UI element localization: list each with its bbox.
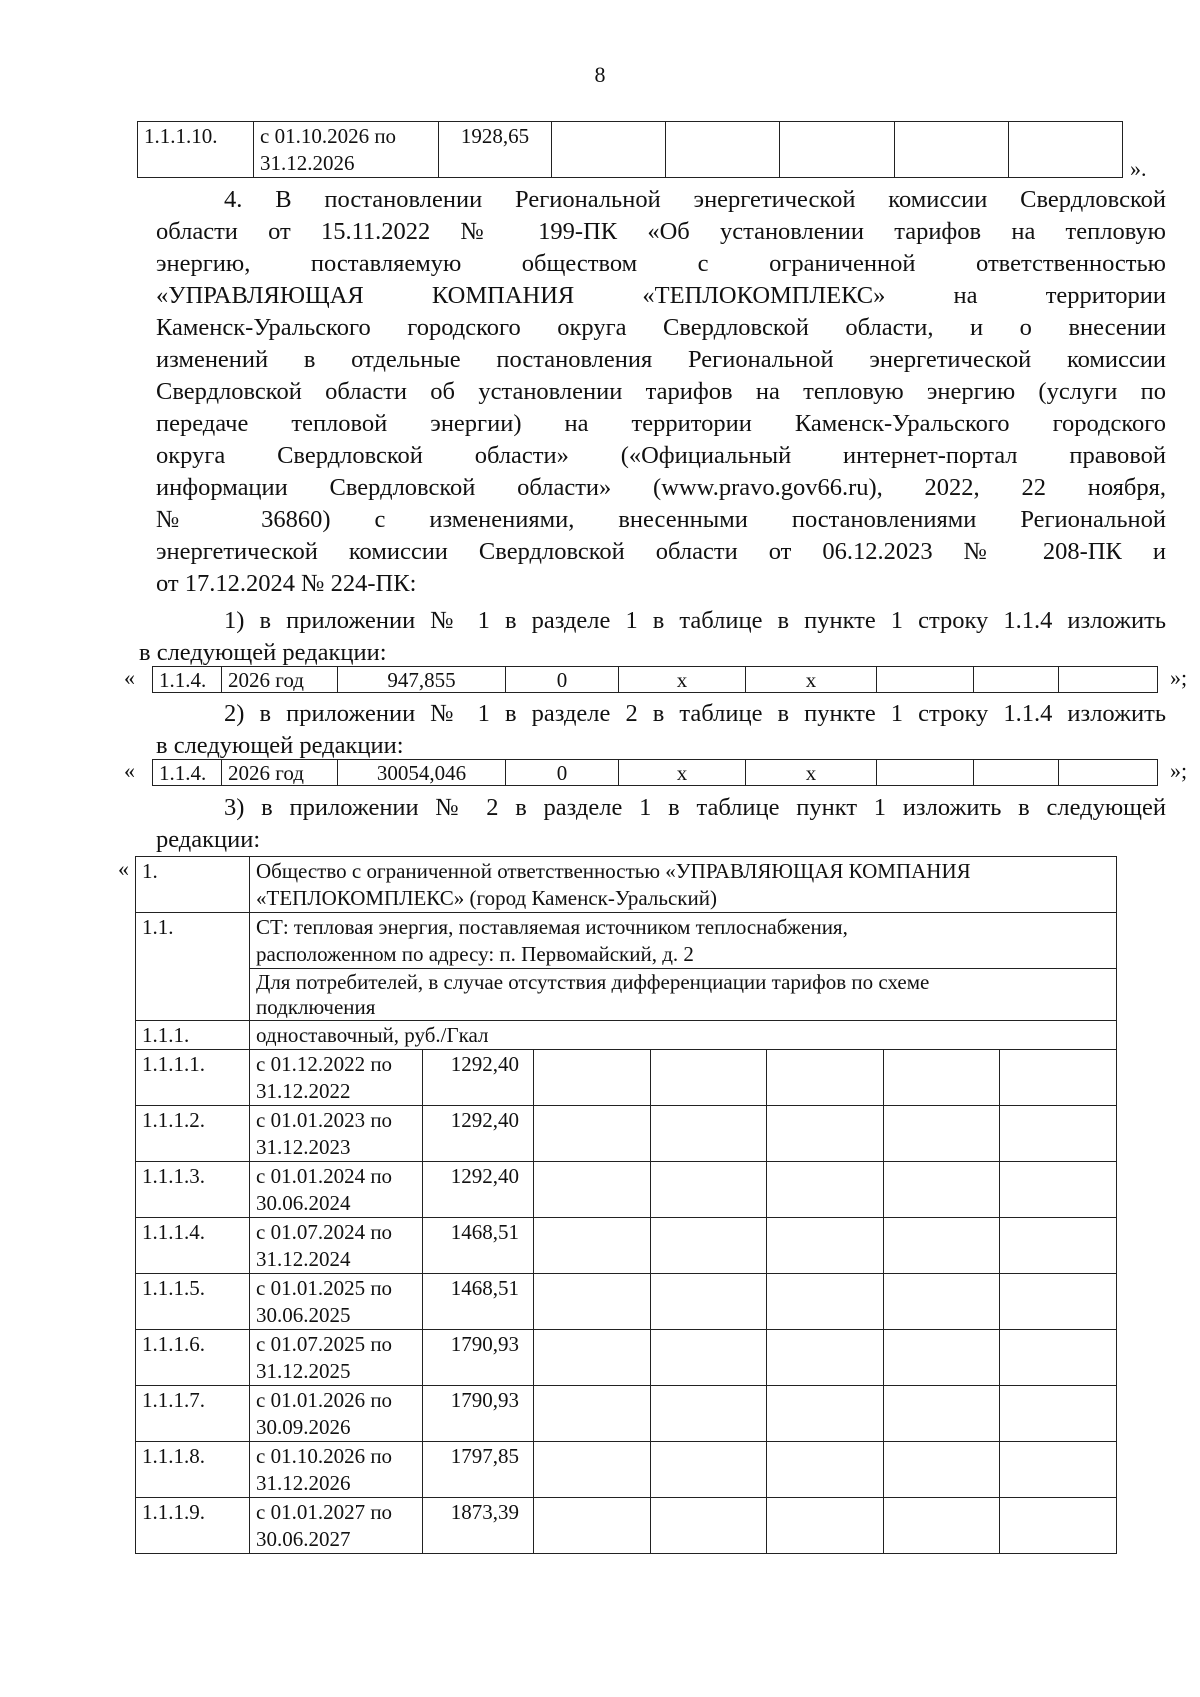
text-line: СТ: тепловая энергия, поставляемая источником теплоснабжения,	[256, 915, 848, 939]
period-from: с 01.10.2026 по	[260, 124, 397, 148]
text-line: «УПРАВЛЯЮЩАЯ КОМПАНИЯ «ТЕПЛОКОМПЛЕКС» на территории	[156, 282, 1166, 309]
tariff-value: 1292,40	[423, 1050, 534, 1106]
close-quote: ».	[1130, 156, 1147, 181]
amendment-paragraph	[156, 184, 1166, 600]
table-row	[136, 1218, 1117, 1274]
text-line: Свердловской области об установлении тарифов на тепловую энергию (услуги по	[156, 378, 1166, 405]
row-number: 1.1.4.	[153, 667, 222, 693]
empty-cell	[534, 1106, 651, 1162]
table-row	[136, 1106, 1117, 1162]
close-quote: »;	[1170, 665, 1188, 690]
period-to: 30.06.2025	[256, 1303, 351, 1327]
empty-cell	[767, 1274, 884, 1330]
empty-cell	[1008, 122, 1122, 178]
text-line: редакции:	[156, 826, 261, 853]
table-row	[153, 760, 1158, 786]
empty-cell	[650, 1498, 767, 1554]
empty-cell	[552, 122, 666, 178]
tariff-value: 1873,39	[423, 1498, 534, 1554]
empty-cell	[1000, 1162, 1117, 1218]
table-row	[136, 1442, 1117, 1498]
text-line: передаче тепловой энергии) на территории Каменск-Уральского городского	[156, 410, 1166, 437]
row-number: 1.1.1.	[136, 1021, 250, 1050]
row-number: 1.1.1.4.	[136, 1218, 250, 1274]
row-number: 1.1.	[136, 913, 250, 1021]
open-quote: «	[124, 758, 135, 783]
item-2-table	[152, 759, 1158, 786]
text-line: 3) в приложении № 2 в разделе 1 в таблице пункт 1 изложить в следующей	[224, 794, 1166, 821]
empty-cell	[666, 122, 780, 178]
period-cell	[254, 122, 439, 178]
empty-cell	[1059, 667, 1158, 693]
empty-cell	[1059, 760, 1158, 786]
period-to: 31.12.2024	[256, 1247, 351, 1271]
value-cell: 0	[506, 667, 619, 693]
empty-cell	[534, 1162, 651, 1218]
value-cell: x	[746, 667, 877, 693]
open-quote: «	[118, 856, 129, 881]
period-to: 31.12.2025	[256, 1359, 351, 1383]
empty-cell	[883, 1442, 1000, 1498]
empty-cell	[767, 1386, 884, 1442]
empty-cell	[1000, 1274, 1117, 1330]
row-number: 1.1.1.7.	[136, 1386, 250, 1442]
empty-cell	[883, 1330, 1000, 1386]
table-row	[136, 1021, 1117, 1050]
empty-cell	[534, 1274, 651, 1330]
period-to: 30.06.2024	[256, 1191, 351, 1215]
row-number: 1.1.1.8.	[136, 1442, 250, 1498]
period-cell	[250, 1274, 423, 1330]
empty-cell	[650, 1442, 767, 1498]
empty-cell	[883, 1106, 1000, 1162]
text-line: изменений в отдельные постановления Региональной энергетической комиссии	[156, 346, 1166, 373]
empty-cell	[650, 1162, 767, 1218]
row-number: 1.1.1.9.	[136, 1498, 250, 1554]
empty-cell	[767, 1106, 884, 1162]
empty-cell	[974, 760, 1059, 786]
text-line: 2) в приложении № 1 в разделе 2 в таблице в пункте 1 строку 1.1.4 изложить	[224, 700, 1166, 727]
item-1-text	[139, 605, 1166, 669]
source-description	[250, 913, 1117, 969]
period-cell	[250, 1218, 423, 1274]
empty-cell	[1000, 1386, 1117, 1442]
empty-cell	[1000, 1442, 1117, 1498]
empty-cell	[534, 1330, 651, 1386]
text-line: информации Свердловской области» (www.pravo.gov66.ru), 2022, 22 ноября,	[156, 474, 1166, 501]
tariff-value: 1790,93	[423, 1330, 534, 1386]
empty-cell	[650, 1050, 767, 1106]
period-from: с 01.01.2026 по	[256, 1388, 393, 1412]
period-from: с 01.01.2027 по	[256, 1500, 393, 1524]
empty-cell	[894, 122, 1008, 178]
empty-cell	[877, 667, 974, 693]
consumer-description	[250, 969, 1117, 1021]
text-line: Для потребителей, в случае отсутствия дифференциации тарифов по схеме	[256, 970, 930, 994]
value-cell: x	[619, 667, 746, 693]
row-number: 1.1.1.5.	[136, 1274, 250, 1330]
empty-cell	[883, 1050, 1000, 1106]
empty-cell	[534, 1442, 651, 1498]
text-line: «ТЕПЛОКОМПЛЕКС» (город Каменск-Уральский)	[256, 886, 717, 910]
row-number: 1.1.1.2.	[136, 1106, 250, 1162]
table-row	[136, 913, 1117, 969]
period-cell	[250, 1050, 423, 1106]
text-line: энергию, поставляемую обществом с ограниченной ответственностью	[156, 250, 1166, 277]
tariff-value: 1928,65	[439, 122, 552, 178]
empty-cell	[534, 1498, 651, 1554]
empty-cell	[534, 1050, 651, 1106]
period-cell	[250, 1330, 423, 1386]
empty-cell	[974, 667, 1059, 693]
period-from: с 01.01.2023 по	[256, 1108, 393, 1132]
empty-cell	[883, 1218, 1000, 1274]
period-cell	[250, 1162, 423, 1218]
tariff-value: 1790,93	[423, 1386, 534, 1442]
text-line: Каменск-Уральского городского округа Свердловской области, и о внесении	[156, 314, 1166, 341]
row-number: 1.1.1.10.	[138, 122, 254, 178]
text-line: Общество с ограниченной ответственностью «УПРАВЛЯЮЩАЯ КОМПАНИЯ	[256, 859, 971, 883]
row-number: 1.1.1.3.	[136, 1162, 250, 1218]
empty-cell	[650, 1330, 767, 1386]
empty-cell	[1000, 1106, 1117, 1162]
empty-cell	[780, 122, 894, 178]
row-number: 1.	[136, 857, 250, 913]
org-name	[250, 857, 1117, 913]
empty-cell	[650, 1386, 767, 1442]
open-quote: «	[124, 665, 135, 690]
table-row	[136, 1274, 1117, 1330]
period-to: 31.12.2026	[260, 151, 355, 175]
tariff-value: 1292,40	[423, 1106, 534, 1162]
period-to: 30.06.2027	[256, 1527, 351, 1551]
period-from: с 01.12.2022 по	[256, 1052, 393, 1076]
period-cell: 2026 год	[222, 760, 338, 786]
empty-cell	[650, 1106, 767, 1162]
text-line: области от 15.11.2022 № 199-ПК «Об установлении тарифов на тепловую	[156, 218, 1166, 245]
period-from: с 01.01.2025 по	[256, 1276, 393, 1300]
table-row	[136, 1386, 1117, 1442]
period-to: 30.09.2026	[256, 1415, 351, 1439]
page-number: 8	[594, 62, 606, 87]
text-line: подключения	[256, 995, 376, 1019]
text-line: № 36860) с изменениями, внесенными постановлениями Региональной	[156, 506, 1166, 533]
text-line: от 17.12.2024 № 224-ПК:	[156, 570, 417, 597]
table-row	[136, 1330, 1117, 1386]
tariff-value: 1292,40	[423, 1162, 534, 1218]
empty-cell	[767, 1442, 884, 1498]
tariff-value: 1468,51	[423, 1274, 534, 1330]
table-row	[138, 122, 1123, 178]
empty-cell	[883, 1386, 1000, 1442]
item-1-table	[152, 666, 1158, 693]
value-cell: x	[746, 760, 877, 786]
top-table	[137, 121, 1123, 178]
value-cell: 947,855	[338, 667, 506, 693]
empty-cell	[650, 1218, 767, 1274]
empty-cell	[1000, 1050, 1117, 1106]
tariff-value: 1468,51	[423, 1218, 534, 1274]
table-row	[136, 969, 1117, 1021]
item-3-text	[156, 792, 1166, 856]
table-row	[153, 667, 1158, 693]
empty-cell	[767, 1050, 884, 1106]
row-number: 1.1.1.1.	[136, 1050, 250, 1106]
text-line: округа Свердловской области» («Официальный интернет-портал правовой	[156, 442, 1166, 469]
empty-cell	[883, 1274, 1000, 1330]
row-number: 1.1.1.6.	[136, 1330, 250, 1386]
empty-cell	[1000, 1330, 1117, 1386]
empty-cell	[650, 1274, 767, 1330]
period-cell	[250, 1498, 423, 1554]
text-line: расположенном по адресу: п. Первомайский, д. 2	[256, 942, 694, 966]
empty-cell	[767, 1330, 884, 1386]
period-to: 31.12.2023	[256, 1135, 351, 1159]
text-line: 1) в приложении № 1 в разделе 1 в таблице в пункте 1 строку 1.1.4 изложить	[224, 607, 1166, 634]
empty-cell	[1000, 1498, 1117, 1554]
period-cell	[250, 1386, 423, 1442]
item-2-text	[156, 698, 1166, 762]
period-from: с 01.07.2025 по	[256, 1332, 393, 1356]
empty-cell	[767, 1218, 884, 1274]
table-row	[136, 1050, 1117, 1106]
row-number: 1.1.4.	[153, 760, 222, 786]
empty-cell	[534, 1218, 651, 1274]
table-row	[136, 857, 1117, 913]
empty-cell	[1000, 1218, 1117, 1274]
text-line: 4. В постановлении Региональной энергетической комиссии Свердловской	[224, 186, 1166, 213]
period-from: с 01.07.2024 по	[256, 1220, 393, 1244]
empty-cell	[767, 1162, 884, 1218]
value-cell: 0	[506, 760, 619, 786]
table-row	[136, 1162, 1117, 1218]
empty-cell	[767, 1498, 884, 1554]
tariff-value: 1797,85	[423, 1442, 534, 1498]
value-cell: x	[619, 760, 746, 786]
empty-cell	[883, 1498, 1000, 1554]
period-from: с 01.10.2026 по	[256, 1444, 393, 1468]
table-row	[136, 1498, 1117, 1554]
period-cell	[250, 1106, 423, 1162]
empty-cell	[877, 760, 974, 786]
empty-cell	[534, 1386, 651, 1442]
value-cell: 30054,046	[338, 760, 506, 786]
period-to: 31.12.2022	[256, 1079, 351, 1103]
empty-cell	[883, 1162, 1000, 1218]
text-line: энергетической комиссии Свердловской области от 06.12.2023 № 208-ПК и	[156, 538, 1166, 565]
close-quote: »;	[1170, 758, 1188, 783]
text-line: в следующей редакции:	[139, 639, 387, 666]
tariff-table	[135, 856, 1117, 1554]
text-line: в следующей редакции:	[156, 732, 404, 759]
period-cell: 2026 год	[222, 667, 338, 693]
period-cell	[250, 1442, 423, 1498]
tariff-type: одноставочный, руб./Гкал	[250, 1021, 1117, 1050]
period-to: 31.12.2026	[256, 1471, 351, 1495]
period-from: с 01.01.2024 по	[256, 1164, 393, 1188]
